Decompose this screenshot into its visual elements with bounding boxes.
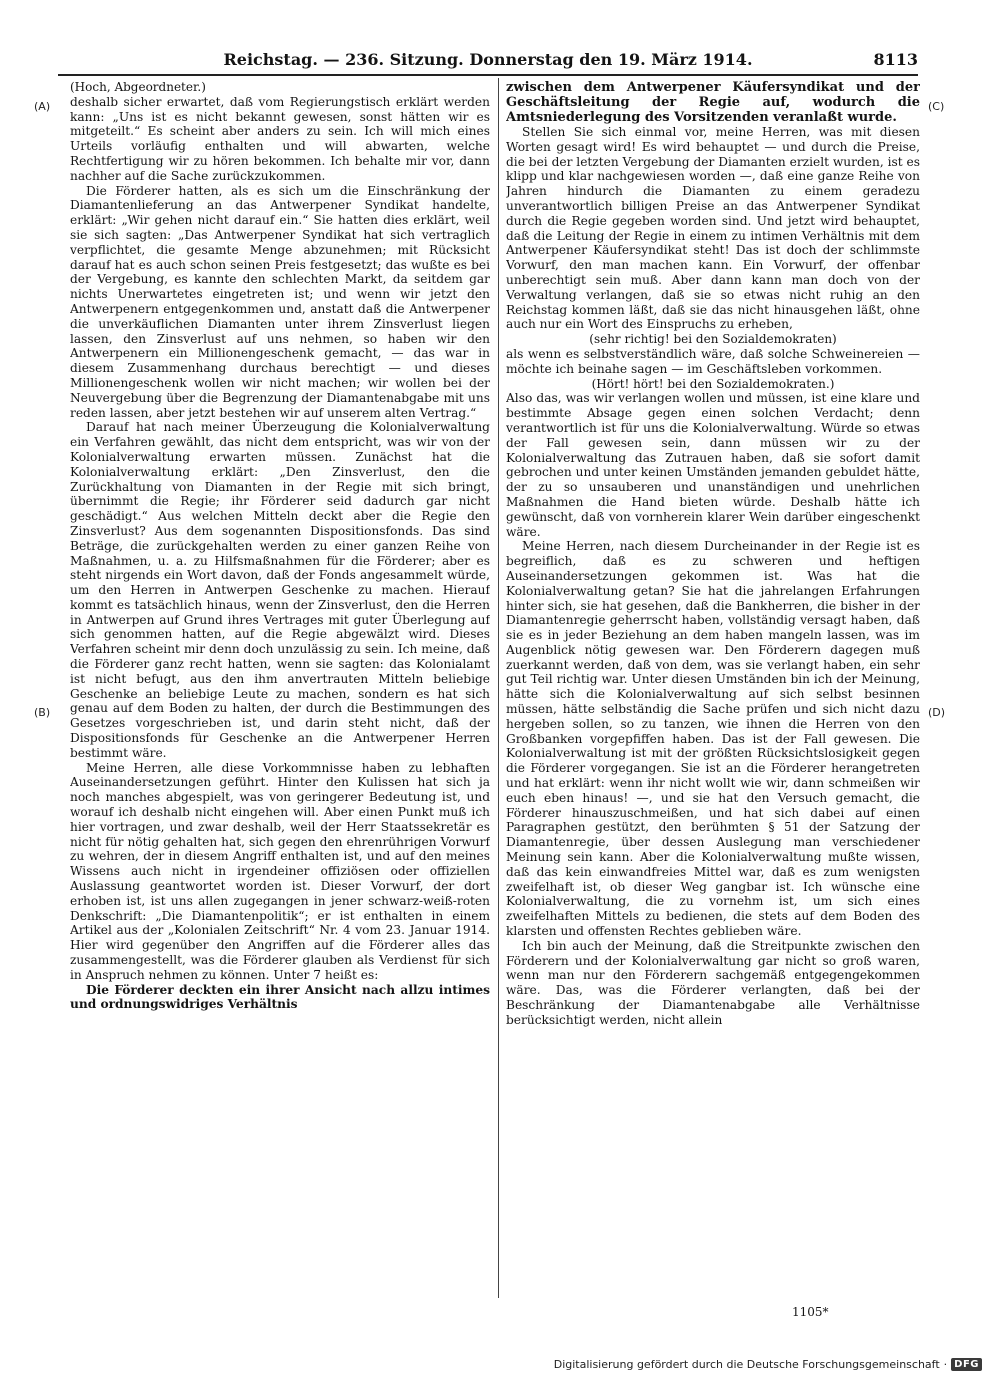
right-column — [506, 80, 920, 1312]
column-divider — [498, 78, 499, 1298]
page-number: 8113 — [873, 50, 918, 69]
separator: · — [943, 1357, 948, 1371]
header-rule — [58, 74, 918, 76]
running-title: Reichstag. — 236. Sitzung. Donnerstag den 19. März 1914. — [223, 50, 753, 69]
margin-marker-c: (C) — [928, 100, 945, 113]
printer-signature: 1105* — [792, 1305, 829, 1319]
quoted-heading: zwischen dem Antwerpener Käufersyndikat und der Geschäftsleitung der Regie auf, wodurch die Amtsniederlegung des Vorsitzenden veranlaßt wurde. — [506, 80, 920, 125]
page-header — [58, 50, 918, 74]
paragraph: Meine Herren, nach diesem Durcheinander in der Regie ist es begreiflich, daß es zu schweren und heftigen Auseinandersetzungen gekommen ist. Was hat die Kolonialverwaltung getan? Sie hat die jahrelangen Erfahrungen hinter sich, sie hat gesehen, daß die Bankherren, die bisher in der Diamantenregie geherrscht haben, vollständig versagt haben, daß sie es in jeder Beziehung an dem haben mangeln lassen, was im Augenblick nötig gewesen war. Den Förderern dagegen muß zuerkannt werden, daß von dem, was sie verlangt haben, ein sehr gut Teil richtig war. Unter diesen Umständen bin ich der Meinung, hätte sich die Kolonialverwaltung auf sich selbst besinnen müssen, hätte selbständig die Sache prüfen und sich nicht dazu hergeben sollen, so zu tanzen, wie ihnen die Herren von den Großbanken vorgepfiffen haben. Das ist der Fall gewesen. Die Kolonialverwaltung ist mit der größten Rücksichtslosigkeit gegen die Förderer vorgegangen. Sie ist an die Förderer herangetreten und hat erklärt: wenn ihr nicht wollt wie wir, dann schmeißen wir euch eben hinaus! —, und sie hat den Versuch gemacht, die Förderer hinauszuschmeißen, und hat sich dabei auf einen Paragraphen gestützt, den berühmten § 51 der Satzung der Diamantenregie, über dessen Auslegung man verschiedener Meinung sein kann. Aber die Kolonialverwaltung mußte wissen, daß das kein einwandfreies Mittel war, daß es zum wenigsten zweifelhaft ist, ob dieser Weg gangbar ist. Ich wünsche eine Kolonialverwaltung, die zu vornehm ist, um sich eines zweifelhaften Mittels zu bedienen, die stets auf dem Boden des klarsten und offensten Rechtes geblieben wäre. — [506, 539, 920, 939]
margin-marker-d: (D) — [928, 706, 946, 719]
footer — [554, 1355, 982, 1373]
paragraph: Also das, was wir verlangen wollen und müssen, ist eine klare und bestimmte Absage gegen einen solchen Verdacht; denn verantwortlich ist für uns die Kolonialverwaltung. Würde so etwas der Fall gewesen sein, dann müssen wir zu der Kolonialverwaltung das Zutrauen haben, daß sie sofort damit gebrochen und unter keinen Umständen jemanden gebuldet hätte, der zu so unsauberen und unanständigen und unehrlichen Maßnahmen die Hand bieten würde. Deshalb hätte ich gewünscht, daß von vornherein klarer Wein darüber eingeschenkt wäre. — [506, 391, 920, 539]
margin-marker-b: (B) — [34, 706, 51, 719]
paragraph: Die Förderer hatten, als es sich um die Einschränkung der Diamantenlieferung an das Antwerpener Syndikat handelte, erklärt: „Wir gehen nicht darauf ein.“ Sie hatten dies erklärt, weil sie sich sagten: „Das Antwerpener Syndikat hat sich vertraglich verpflichtet, die gesamte Menge abzunehmen; mit Rücksicht darauf hat es auch schon seinen Preis festgesetzt; das wußte es bei der Vergebung, es kannte den schlechten Markt, da seitdem gar nichts Unerwartetes eingetreten ist; und wenn wir jetzt den Antwerpenern entgegenkommen und, anstatt daß die Antwerpener die unverkäuflichen Diamanten unter ihrem Zinsverlust liegen lassen, den Zinsverlust auf uns nehmen, so haben wir den Antwerpenern ein Millionengeschenk gemacht, — das war in diesem Zusammenhang durchaus berechtigt — und dieses Millionengeschenk wollen wir nicht machen; wir wollen bei der Neuvergebung über die Begrenzung der Diamantenabgabe mit uns reden lassen, aber jetzt bestehen wir auf unserem alten Vertrag.“ — [70, 183, 490, 420]
paragraph: Darauf hat nach meiner Überzeugung die Kolonialverwaltung ein Verfahren gewählt, das nicht dem entspricht, was wir von der Kolonialverwaltung erwarten müssen. Zunächst hat die Kolonialverwaltung erklärt: „Den Zinsverlust, den die Zurückhaltung von Diamanten in der Regie mit sich bringt, übernimmt die Regie; ihr Förderer seid dadurch gar nicht geschädigt.“ Aus welchen Mitteln deckt aber die Regie den Zinsverlust? Aus dem sogenannten Dispositionsfonds. Das sind Beträge, die zurückgehalten werden zu einer ganzen Reihe von Maßnahmen, u. a. zu Hilfsmaßnahmen für die Förderer; aber es steht nirgends ein Wort davon, daß der Fonds angesammelt würde, um den Herren in Antwerpen Geschenke zu machen. Hierauf kommt es tatsächlich hinaus, wenn der Zinsverlust, den die Herren in Antwerpen auf Grund ihres Vertrages mit guter Überlegung auf sich genommen hatten, auf die Regie abgewälzt wird. Dieses Verfahren scheint mir denn doch unzulässig zu sein. Ich meine, daß die Förderer ganz recht hatten, wenn sie sagten: das Kolonialamt ist nicht befugt, aus den ihm anvertrauten Mitteln beliebige Geschenke an beliebige Leute zu machen, sondern es hat sich genau auf dem Boden zu halten, der durch die Bestimmungen des Gesetzes vorgeschrieben ist, und darin steht nicht, daß der Dispositionsfonds für Geschenke an die Antwerpener Herren bestimmt wäre. — [70, 420, 490, 760]
paragraph: deshalb sicher erwartet, daß vom Regierungstisch erklärt werden kann: „Uns ist es nicht bekannt gewesen, sonst hätten wir es mitgeteilt.“ Es scheint aber anders zu sein. Ich will mich eines Urteils vorläufig enthalten und will abwarten, welche Rechtfertigung wir zu hören bekommen. Ich behalte mir vor, dann nachher auf die Sache zurückzukommen. — [70, 94, 490, 183]
paragraph: Meine Herren, alle diese Vorkommnisse haben zu lebhaften Auseinandersetzungen geführt. Hinter den Kulissen hat sich ja noch manches abgespielt, was von geringerer Bedeutung ist, und worauf ich deshalb nicht eingehen will. Aber einen Punkt muß ich hier vortragen, und zwar deshalb, weil der Herr Staatssekretär es nicht für nötig gehalten hat, sich gegen den ehrenrührigen Vorwurf zu wehren, der in diesem Angriff enthalten ist, und auf den meines Wissens auch nicht in irgendeiner offiziösen oder offiziellen Auslassung geantwortet worden ist. Dieser Vorwurf, der dort erhoben ist, ist uns allen zugegangen in jener schwarz-weiß-roten Denkschrift: „Die Diamantenpolitik“; er ist enthalten in einem Artikel aus der „Kolonialen Zeitschrift“ Nr. 4 vom 23. Januar 1914. Hier wird gegenüber den Angriffen auf die Förderer alles das zusammengestellt, was die Förderer glauben als Verdienst für sich in Anspruch nehmen zu können. Unter 7 heißt es: — [70, 760, 490, 982]
margin-marker-a: (A) — [34, 100, 51, 113]
quoted-paragraph: Die Förderer deckten ein ihrer Ansicht nach allzu intimes und ordnungswidriges Verhältnis — [70, 982, 490, 1012]
paragraph: Stellen Sie sich einmal vor, meine Herren, was mit diesen Worten gesagt wird! Es wird behauptet — und durch die Preise, die bei der letzten Vergebung der Diamanten erzielt wurden, ist es klipp und klar nachgewiesen worden —, daß eine ganze Reihe von Jahren hindurch die Diamanten zu einem geradezu unverantwortlich billigen Preise an das Antwerpener Syndikat durch die Regie gegeben worden sind. Und jetzt wird behauptet, daß die Leitung der Regie in einem zu intimen Verhältnis mit dem Antwerpener Käufersyndikat steht! Das ist doch der schlimmste Vorwurf, den man machen kann. Ein Vorwurf, der offenbar unberechtigt sein muß. Aber dann kann man doch von der Verwaltung verlangen, daß sie so etwas nicht ruhig an den Reichstag kommen läßt, daß sie das nicht hinausgehen läßt, ohne auch nur ein Wort des Einspruchs zu erheben, — [506, 125, 920, 332]
interjection: (Hört! hört! bei den Sozialdemokraten.) — [591, 376, 835, 391]
paragraph: Ich bin auch der Meinung, daß die Streitpunkte zwischen den Förderern und der Kolonialverwaltung gar nicht so groß waren, wenn man nur den Förderern sachgemäß entgegengekommen wäre. Das, was die Förderer verlangten, daß bei der Beschränkung der Diamantenabgabe alle Verhältnisse berücksichtigt werden, nicht allein — [506, 938, 920, 1027]
interjection: (sehr richtig! bei den Sozialdemokraten) — [589, 332, 837, 347]
funding-note: Digitalisierung gefördert durch die Deutsche Forschungsgemeinschaft — [553, 1357, 940, 1371]
dfg-logo-icon: DFG — [951, 1358, 982, 1371]
speaker-label: (Hoch, Abgeordneter.) — [70, 80, 206, 94]
left-column — [70, 80, 490, 1312]
paragraph: als wenn es selbstverständlich wäre, daß solche Schweinereien — möchte ich beinahe sagen — im Geschäftsleben vorkommen. — [506, 346, 920, 376]
